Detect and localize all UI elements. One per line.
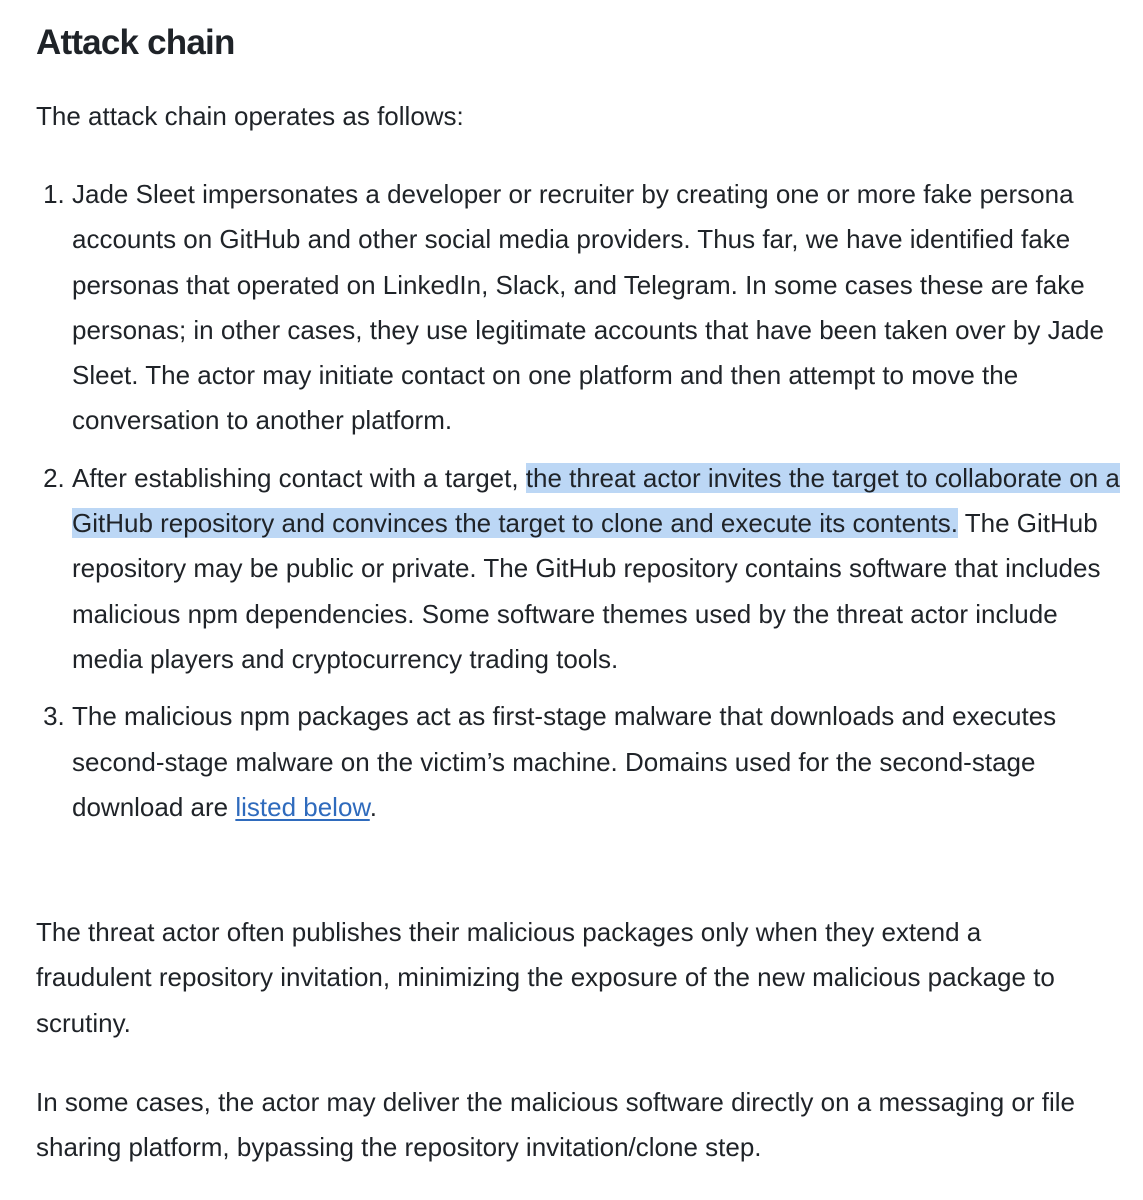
step-3-text-after: . bbox=[369, 791, 377, 822]
attack-steps-list bbox=[36, 172, 1126, 842]
intro-paragraph: The attack chain operates as follows: bbox=[36, 101, 464, 131]
list-item-step-3 bbox=[72, 694, 1126, 830]
step-1-text: Jade Sleet impersonates a developer or recruiter by creating one or more fake persona accounts on GitHub and other social media providers. Thus far, we have identified fake personas that operated on LinkedIn, Slack, and Telegram. In some cases these are fake personas; in other cases, they use legitimate accounts that have been taken over by Jade Sleet. The actor may initiate contact on one platform and then attempt to move the conversation to another platform. bbox=[72, 179, 1104, 436]
step-2-text-before: After establishing contact with a target, bbox=[72, 462, 526, 493]
list-item-step-2 bbox=[72, 456, 1126, 682]
selected-text-highlight[interactable]: the threat actor invites the target to collaborate on a GitHub repository and convinces the target to clone and execute its contents. bbox=[72, 462, 1120, 539]
listed-below-link[interactable]: listed below bbox=[235, 791, 370, 822]
list-item-step-1 bbox=[72, 172, 1126, 444]
paragraph-publishing: The threat actor often publishes their malicious packages only when they extend a fraudulent repository invitation, minimizing the exposure of the new malicious package to scrutiny. bbox=[36, 917, 1055, 1038]
section-heading: Attack chain bbox=[36, 23, 235, 62]
step-3-text-before: The malicious npm packages act as first-stage malware that downloads and executes second-stage malware on the victim’s machine. Domains used for the second-stage download are bbox=[72, 701, 1057, 822]
step-2-text-after: The GitHub repository may be public or private. The GitHub repository contains software that includes malicious npm dependencies. Some software themes used by the threat actor include media players and cryptocurrency trading tools. bbox=[72, 508, 1101, 674]
paragraph-direct-delivery: In some cases, the actor may deliver the malicious software directly on a messaging or file sharing platform, bypassing the repository invitation/clone step. bbox=[36, 1087, 1076, 1163]
